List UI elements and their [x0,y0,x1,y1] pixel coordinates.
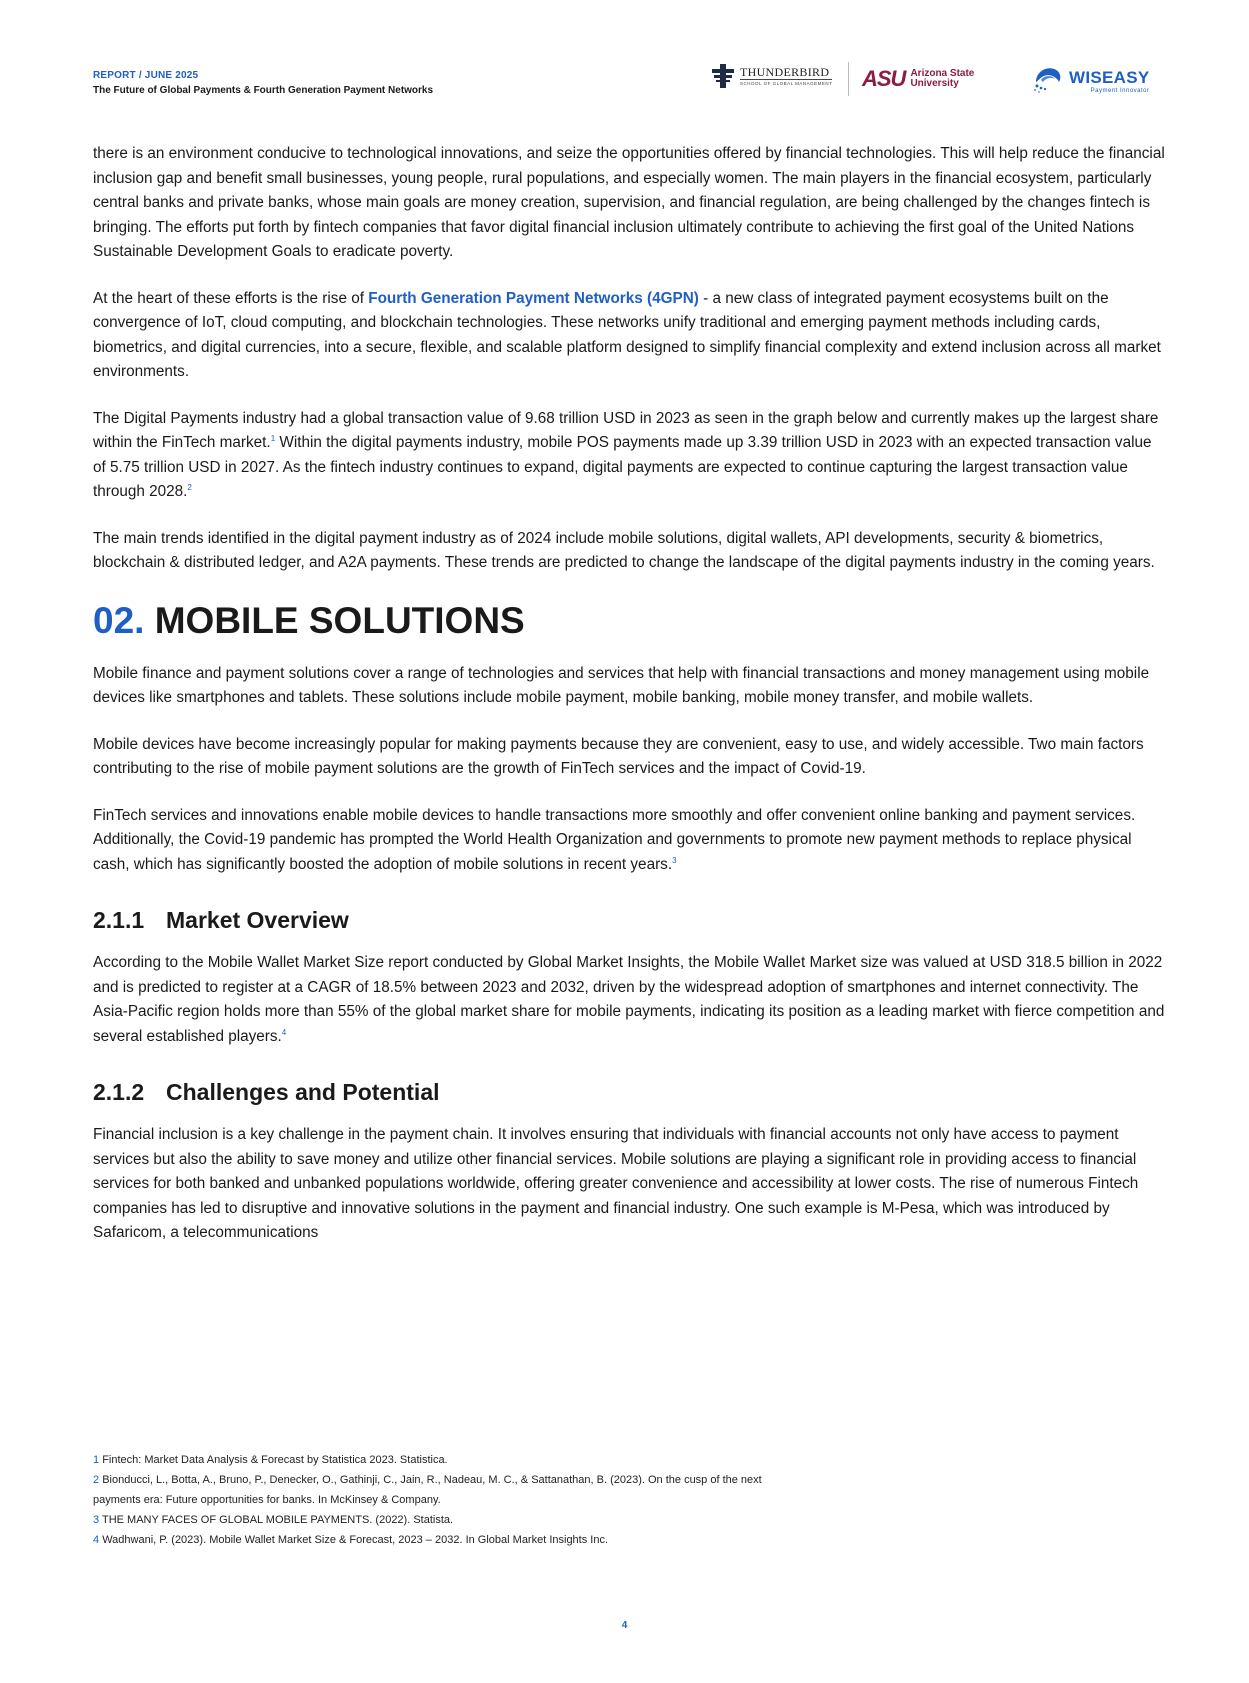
footnote-ref-1[interactable]: 1 [270,433,276,443]
4gpn-highlight: Fourth Generation Payment Networks (4GPN) [368,289,699,307]
intro-p2-after: - a new class of integrated payment ecosystems built on the convergence of IoT, cloud computing, and blockchain technologies. These networks unify traditional and emerging payment methods including cards, biometrics, and digital currencies, into a secure, flexible, and scalable platform designed to simplify financial complexity and extend inclusion across all market environments. [93,289,1161,380]
section-heading [93,600,1165,642]
asu-mark: ASU [862,66,906,91]
report-title: The Future of Global Payments & Fourth Generation Payment Networks [93,85,434,96]
footnote-2-continued: payments era: Future opportunities for banks. In McKinsey & Company. [93,1494,441,1506]
wiseasy-name: WISEASY [1069,67,1150,87]
section-p3-text: FinTech services and innovations enable mobile devices to handle transactions more smoothly and offer convenient online banking and payment services. Additionally, the Covid-19 pandemic has prompted the World Health Organization and governments to promote new payment methods to replace physical cash, which has significantly boosted the adoption of mobile solutions in recent years. [93,806,1136,873]
intro-paragraph-3 [93,407,1165,505]
partner-logos [712,62,1164,96]
asu-line-2: University [910,78,959,89]
page-number: 4 [621,1620,628,1631]
footnote-number: 2 [93,1474,100,1486]
intro-p3-b: Within the digital payments industry, mobile POS payments made up 3.39 trillion USD in 2023 with an expected transaction value of 5.75 trillion USD in 2027. As the fintech industry continues to expand, digital payments are expected to continue capturing the largest transaction value through 2028. [93,434,1152,500]
section-number: 02. [93,599,145,641]
section-title: MOBILE SOLUTIONS [154,599,525,641]
intro-paragraph-1: there is an environment conducive to technological innovations, and seize the opportunities offered by financial technologies. This will help reduce the financial inclusion gap and benefit small businesses, young people, rural populations, and especially women. The main players in the financial ecosystem, particularly central banks and private banks, whose main goals are money creation, supervision, and financial regulation, are being challenged by the changes fintech is bringing. The efforts put forth by fintech companies that favor digital financial inclusion ultimately contribute to achieving the first goal of the United Nations Sustainable Development Goals to eradicate poverty. [93,145,1165,260]
intro-paragraph-2 [93,287,1165,385]
footnotes [93,1450,993,1550]
footnote-number: 4 [93,1534,100,1546]
subsection-heading-challenges [93,1077,1165,1107]
asu-logo [862,68,974,90]
thunderbird-subtitle: SCHOOL OF GLOBAL MANAGEMENT [740,80,833,86]
footnote-3 [93,1510,993,1530]
footnote-text: Fintech: Market Data Analysis & Forecast by Statistica 2023. Statistica. [102,1454,448,1466]
footnote-ref-4[interactable]: 4 [281,1027,287,1037]
section-paragraph-3 [93,804,1165,878]
thunderbird-icon [712,64,734,88]
wiseasy-icon [1032,64,1064,99]
logo-divider [848,62,849,96]
footnote-ref-3[interactable]: 3 [672,855,677,865]
footnote-number: 1 [93,1454,100,1466]
document-body [93,142,1165,1268]
market-overview-paragraph [93,951,1165,1049]
footnote-2 [93,1470,993,1490]
thunderbird-logo [712,64,832,88]
report-header [93,68,433,98]
subsection-title: Challenges and Potential [166,1079,440,1105]
thunderbird-name: THUNDERBIRD [740,64,830,79]
footnote-ref-2[interactable]: 2 [187,482,192,492]
subsection-title: Market Overview [166,907,349,933]
subsection-number: 2.1.1 [93,907,145,933]
asu-line-1: Arizona State [910,68,975,79]
footnote-text: Bionducci, L., Botta, A., Bruno, P., Denecker, O., Gathinji, C., Jain, R., Nadeau, M. C., & Sattanathan, B. (2023). On the cusp of the next [102,1474,762,1486]
challenges-paragraph: Financial inclusion is a key challenge in the payment chain. It involves ensuring that individuals with financial accounts not only have access to payment services but also the ability to save money and utilize other financial services. Mobile solutions are playing a significant role in providing access to financial services for both banked and unbanked populations worldwide, offering greater convenience and accessibility at lower costs. The rise of numerous Fintech companies has led to disruptive and innovative solutions in the payment and financial industry. One such example is M-Pesa, which was introduced by Safaricom, a telecommunications [93,1126,1139,1241]
footnote-4 [93,1530,993,1550]
intro-p3-a: The Digital Payments industry had a global transaction value of 9.68 trillion USD in 2023 as seen in the graph below and currently makes up the largest share within the FinTech market. [93,409,1159,451]
intro-paragraph-4: The main trends identified in the digital payment industry as of 2024 include mobile solutions, digital wallets, API developments, security & biometrics, blockchain & distributed ledger, and A2A payments. These trends are predicted to change the landscape of the digital payments industry in the coming years. [93,529,1155,571]
market-overview-text: According to the Mobile Wallet Market Size report conducted by Global Market Insights, the Mobile Wallet Market size was valued at USD 318.5 billion in 2022 and is predicted to register at a CAGR of 18.5% between 2023 and 2032, driven by the widespread adoption of smartphones and internet connectivity. The Asia-Pacific region holds more than 55% of the global market share for mobile payments, indicating its position as a leading market with fierce competition and several established players. [93,954,1165,1045]
intro-p2-before: At the heart of these efforts is the rise of [93,289,369,307]
subsection-heading-market-overview [93,905,1165,935]
wiseasy-tagline: Payment Innovator [1090,87,1150,94]
footnote-1 [93,1450,993,1470]
report-kicker: REPORT / JUNE 2025 [93,70,199,81]
section-paragraph-2: Mobile devices have become increasingly popular for making payments because they are convenient, easy to use, and widely accessible. Two main factors contributing to the rise of mobile payment solutions are the growth of FinTech services and the impact of Covid-19. [93,735,1144,777]
footnote-number: 3 [93,1514,100,1526]
wiseasy-logo [1032,64,1150,99]
subsection-number: 2.1.2 [93,1079,145,1105]
section-paragraph-1: Mobile finance and payment solutions cover a range of technologies and services that help with financial transactions and money management using mobile devices like smartphones and tablets. These solutions include mobile payment, mobile banking, mobile money transfer, and mobile wallets. [93,664,1150,706]
footnote-text: Wadhwani, P. (2023). Mobile Wallet Market Size & Forecast, 2023 – 2032. In Global Market Insights Inc. [102,1534,609,1546]
footnote-text: THE MANY FACES OF GLOBAL MOBILE PAYMENTS. (2022). Statista. [101,1514,454,1526]
